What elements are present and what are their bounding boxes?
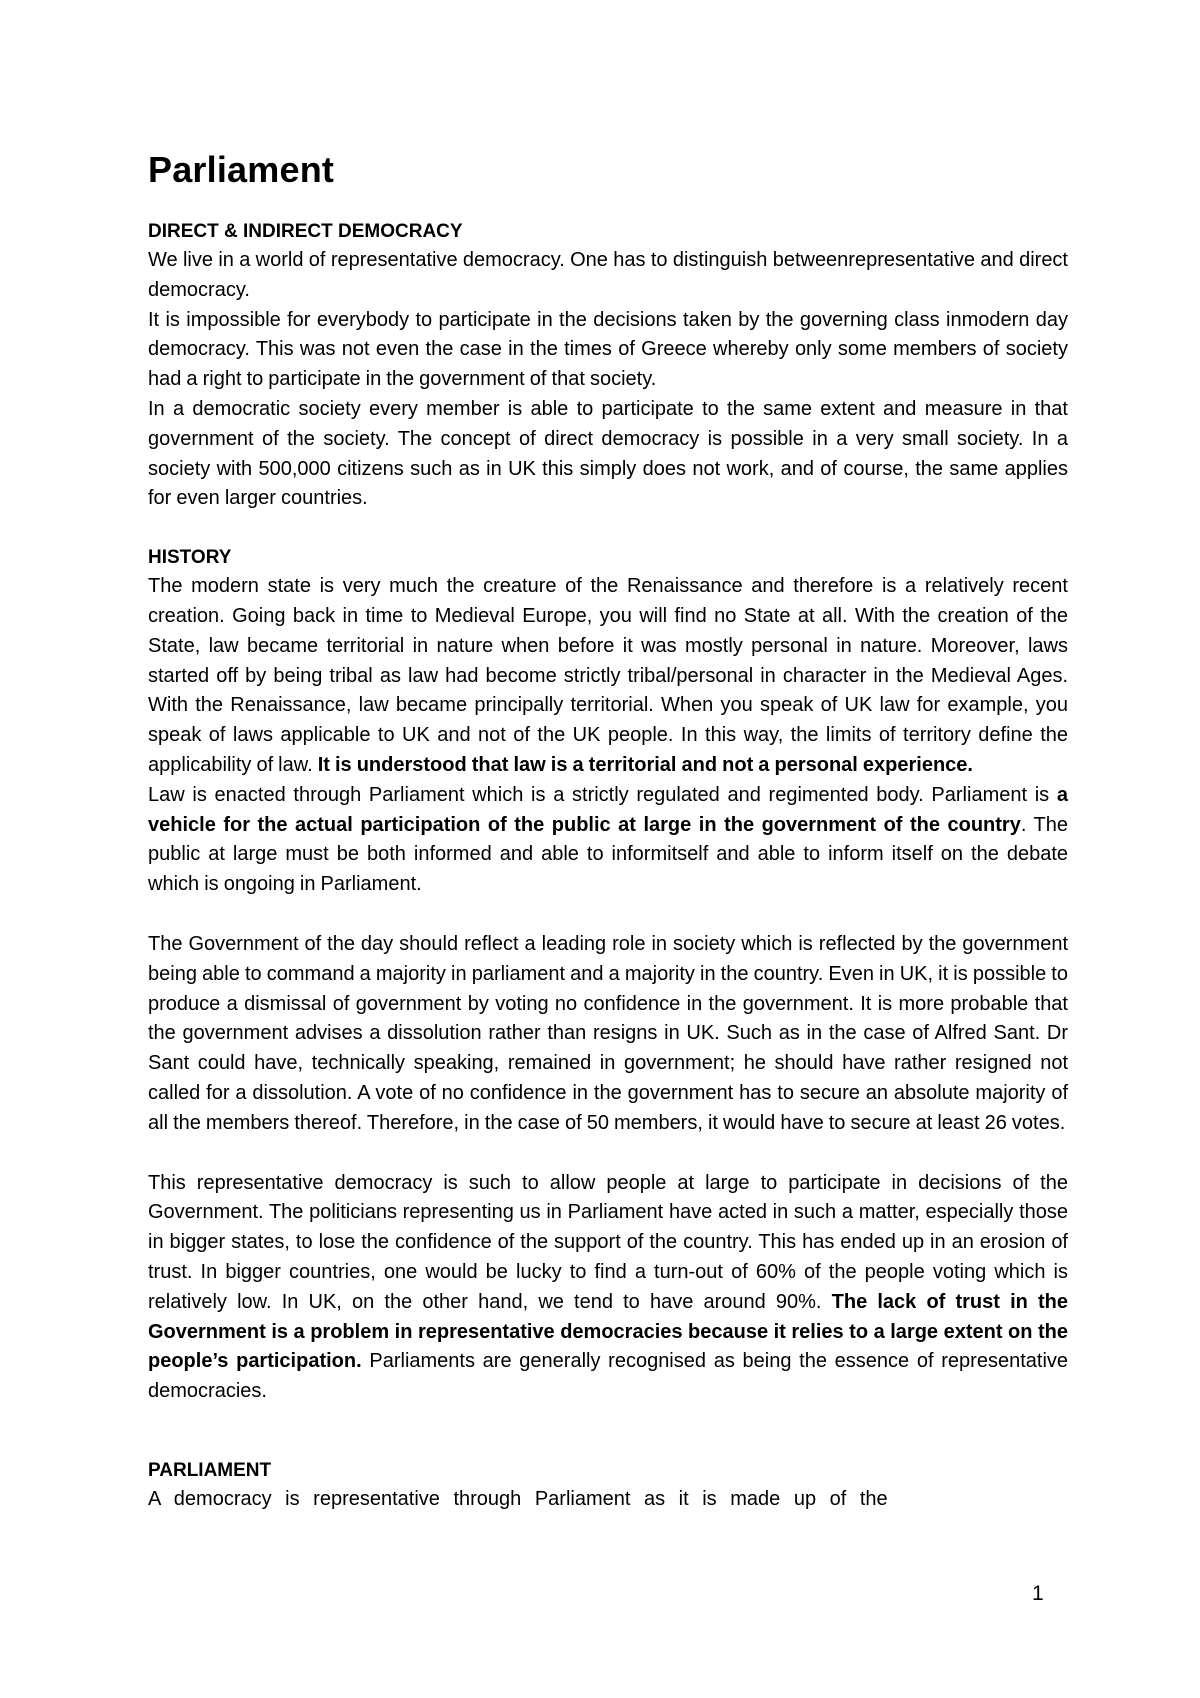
paragraph: It is impossible for everybody to participate in the decisions taken by the governing class inmodern day democracy. This was not even the case in the times of Greece whereby only some members of society had a right to participate in the government of that society. xyxy=(148,308,1068,391)
paragraph xyxy=(148,781,1068,900)
paragraph-text: The modern state is very much the creature of the Renaissance and therefore is a relatively recent creation. Going back in time to Medieval Europe, you will find no State at all. With the creation of the State, law became territorial in nature when before it was mostly personal in nature. Moreover, laws started off by being tribal as law had become strictly tribal/personal in character in the Medieval Ages. With the Renaissance, law became principally territorial. When you speak of UK law for example, you speak of laws applicable to UK and not of the UK people. In this way, the limits of territory define the applicability of law. xyxy=(148,575,1068,776)
bold-statement: It is understood that law is a territorial and not a personal experience. xyxy=(317,753,973,776)
paragraph-text: Law is enacted through Parliament which is a strictly regulated and regimented body. Parliament is xyxy=(148,783,1057,806)
paragraph xyxy=(148,572,1068,781)
paragraph: We live in a world of representative democracy. One has to distinguish betweenrepresentative and direct democracy. xyxy=(148,249,1068,301)
spacer xyxy=(148,514,1068,544)
section-heading-history: HISTORY xyxy=(148,547,232,569)
section-heading-direct-democracy: DIRECT & INDIRECT DEMOCRACY xyxy=(148,221,463,242)
paragraph: The Government of the day should reflect a leading role in society which is reflected by the government being able to command a majority in parliament and a majority in the country. Even in UK, it is possible to produce a dismissal of government by voting no confidence in the government. It is more probable that the government advises a dissolution rather than resigns in UK. Such as in the case of Alfred Sant. Dr Sant could have, technically speaking, remained in government; he should have rather resigned not called for a dissolution. A vote of no confidence in the government has to secure an absolute majority of all the members thereof. Therefore, in the case of 50 members, it would have to secure at least 26 votes. xyxy=(148,932,1068,1134)
bold-statement: a vehicle for the actual participation of the public at large in the government of the country xyxy=(148,783,1068,836)
bold-statement: The lack of trust in the Government is a problem in representative democracies because it relies to a large extent on the people’s participation. xyxy=(148,1290,1069,1373)
section-heading-parliament: PARLIAMENT xyxy=(148,1459,272,1481)
paragraph: A democracy is representative through Parliament as it is made up of the xyxy=(148,1487,888,1510)
spacer xyxy=(148,1407,1068,1457)
document-body xyxy=(148,148,1068,1515)
paragraph xyxy=(148,1169,1068,1407)
page-title: Parliament xyxy=(148,149,335,190)
spacer xyxy=(148,900,1068,930)
paragraph: In a democratic society every member is able to participate to the same extent and measure in that government of the society. The concept of direct democracy is possible in a very small society. In a society with 500,000 citizens such as in UK this simply does not work, and of course, the same applies for even larger countries. xyxy=(148,397,1068,510)
paragraph-text: Parliaments are generally recognised as being the essence of representative democracies. xyxy=(148,1350,1069,1403)
spacer xyxy=(148,1139,1068,1169)
paragraph-text: . The public at large must be both informed and able to informitself and able to inform itself on the debate which is ongoing in Parliament. xyxy=(148,813,1069,896)
page-number: 1 xyxy=(1032,1582,1044,1605)
paragraph-text: This representative democracy is such to allow people at large to participate in decisions of the Government. The politicians representing us in Parliament have acted in such a matter, especially those in bigger states, to lose the confidence of the support of the country. This has ended up in an erosion of trust. In bigger countries, one would be lucky to find a turn-out of 60% of the people voting which is relatively low. In UK, on the other hand, we tend to have around 90%. xyxy=(148,1171,1068,1313)
